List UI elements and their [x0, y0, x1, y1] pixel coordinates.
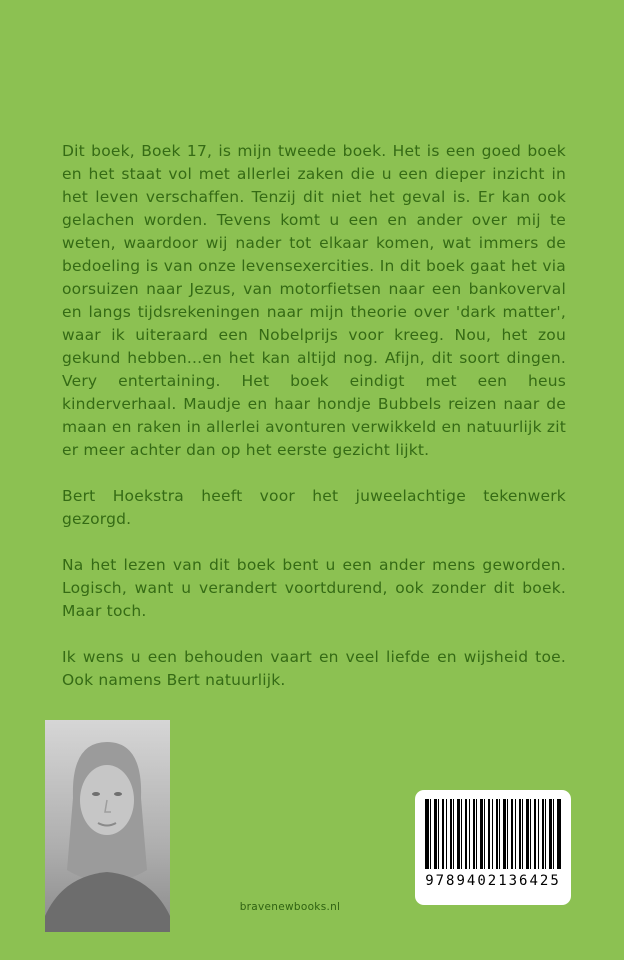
blurb-paragraph-2: Bert Hoekstra heeft voor het juweelachtige tekenwerk gezorgd. — [62, 487, 566, 528]
author-photo — [45, 720, 170, 932]
blurb-paragraph-3: Na het lezen van dit boek bent u een ander mens geworden. Logisch, want u verandert voortdurend, ook zonder dit boek. Maar toch. — [62, 556, 566, 620]
blurb-text — [62, 140, 566, 715]
author-portrait-graphic — [45, 720, 170, 932]
barcode — [415, 790, 571, 905]
blurb-paragraph-4: Ik wens u een behouden vaart en veel liefde en wijsheid toe. Ook namens Bert natuurlijk. — [62, 648, 566, 689]
isbn-number: 9789402136425 — [425, 873, 561, 889]
barcode-bars-graphic — [425, 799, 561, 869]
blurb-paragraph-1: Dit boek, Boek 17, is mijn tweede boek. Het is een goed boek en het staat vol met allerlei zaken die u een dieper inzicht in het leven verschaffen. Tenzij dit niet het geval is. Er kan ook gelachen worden. Tevens komt u een en ander over mij te weten, waardoor wij nader tot elkaar komen, wat immers de bedoeling is van onze levensexercities. In dit boek gaat het via oorsuizen naar Jezus, van motorfietsen naar een bankoverval en langs tijdsrekeningen naar mijn theorie over 'dark matter', waar ik uiteraard een Nobelprijs voor kreeg. Nou, het zou gekund hebben...en het kan altijd nog. Afijn, dit soort dingen. Very entertaining. Het boek eindigt met een heus kinderverhaal. Maudje en haar hondje Bubbels reizen naar de maan en raken in allerlei avonturen verwikkeld en natuurlijk zit er meer achter dan op het eerste gezicht lijkt. — [62, 142, 566, 459]
publisher-url: bravenewbooks.nl — [239, 901, 341, 913]
